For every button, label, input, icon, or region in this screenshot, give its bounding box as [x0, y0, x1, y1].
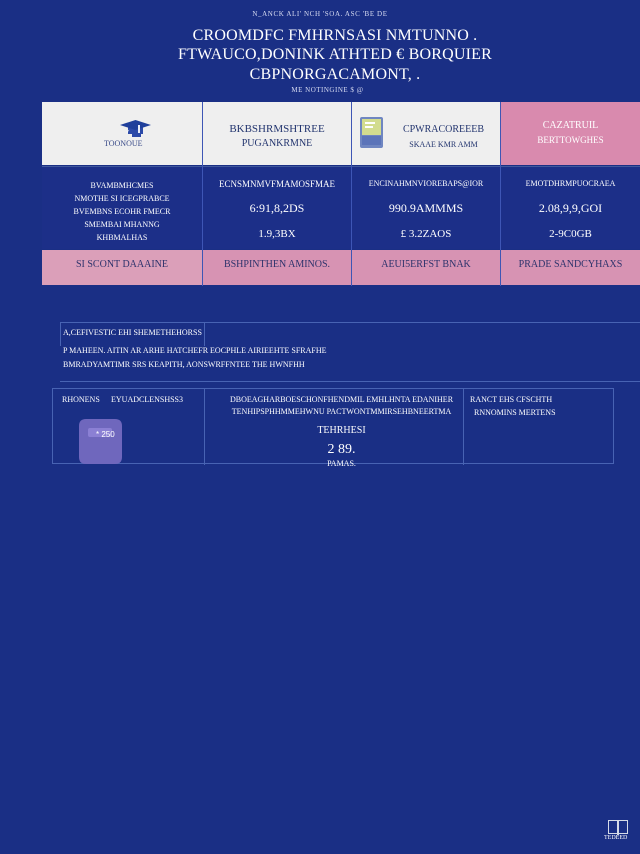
- column-footer-3: AEUI5ERFST BNAK: [352, 250, 500, 285]
- note-panel: [60, 322, 640, 382]
- column-header-2: [203, 102, 351, 165]
- graduation-cap-icon: [120, 120, 151, 138]
- body-1-line-3: BVEMBNS ECOHR FMECR: [73, 207, 171, 216]
- column-body-1: [42, 166, 202, 249]
- column-header-4: [501, 102, 640, 165]
- summary-center-line-1: DBOEAGHARBOESCHONFHENDMIL EMHLHNTA EDANIHER: [229, 395, 454, 404]
- body-4-line-3: 2-9C0GB: [549, 228, 592, 240]
- body-2-line-3: 1.9,3BX: [258, 228, 296, 240]
- summary-left-label-a: RHONENS: [62, 395, 100, 404]
- body-2-line-2: 6:91,8,2DS: [249, 201, 305, 215]
- column-header-1-label: TOONOUE: [104, 139, 143, 148]
- column-divider: [351, 102, 352, 286]
- column-body-2: [203, 166, 351, 249]
- title-line-1: CROOMDFC FMHRNSASI NMTUNNO .: [192, 27, 478, 44]
- body-1-line-2: NMOTHE SI ICEGPRABCE: [74, 194, 170, 203]
- column-header-3: [352, 102, 500, 165]
- title-line-3: CBPNORGACAMONT, .: [249, 66, 421, 83]
- column-header-4-label: CAZATRUIL: [542, 120, 599, 131]
- svg-text:✓: ✓: [126, 129, 131, 135]
- header-subtitle: ME NOTINGINE $ @: [291, 86, 364, 94]
- column-body-3: [352, 166, 500, 249]
- summary-center-value: 2 89.: [327, 442, 356, 457]
- body-3-line-3: £ 3.2ZAOS: [400, 228, 452, 240]
- bottom-book-icon: [606, 819, 630, 849]
- column-footer-4: PRADE SANDCYHAXS: [501, 250, 640, 285]
- body-3-line-1: ENCINAHMNVIOREBAPS@IOR: [368, 179, 484, 188]
- summary-center-title: TEHRHESI: [317, 425, 366, 436]
- column-header-1: [42, 102, 202, 165]
- shield-badge-icon: [78, 417, 123, 465]
- summary-center-line-2: TENHIPSPHHMMEHWNU PACTWONTMMIRSEHBNEERTMA: [231, 407, 452, 416]
- body-1-line-1: BVAMBMHCMES: [90, 181, 154, 190]
- summary-right-label-b: RNNOMINS MERTENS: [474, 408, 556, 417]
- column-footer-2: BSHPINTHEN AMINOS.: [203, 250, 351, 285]
- summary-center-unit: PAMAS.: [327, 459, 356, 468]
- column-header-2-label: BKBSHRMSHTREE: [229, 123, 325, 135]
- bottom-book-caption: TEDEED: [604, 835, 628, 841]
- comparison-table: [42, 102, 640, 286]
- column-divider: [202, 102, 203, 286]
- body-1-line-5: KHBMALHAS: [96, 233, 148, 242]
- book-icon: [360, 117, 383, 148]
- column-header-3-label: CPWRACOREEEB: [402, 124, 485, 135]
- body-4-line-1: EMOTDHRMPUOCRAEA: [525, 179, 616, 188]
- column-divider: [500, 102, 501, 286]
- summary-divider-left: [204, 389, 205, 465]
- page-header: [0, 0, 640, 100]
- summary-left-label-b: EYUADCLENSHSS3: [111, 395, 184, 404]
- summary-right-label-a: RANCT EHS CFSCHTH: [470, 395, 553, 404]
- header-kicker: N_ANCK ALI' NCH 'SOA. ASC 'BE DE: [252, 10, 388, 18]
- body-3-line-2: 990.9AMMMS: [388, 201, 464, 215]
- body-1-line-4: SMEMBAI MHANNG: [84, 220, 160, 229]
- column-body-4: [501, 166, 640, 249]
- column-header-4-sublabel: BERTTOWGHES: [537, 135, 604, 145]
- summary-panel: [52, 388, 628, 841]
- note-line-2: P MAHEEN. AITIN AR ARHE HATCHEFR EOCPHLE AIRIEEHTE SFRAFHE: [63, 346, 327, 355]
- title-line-2: FTWAUCO,DONINK ATHTED € BORQUIER: [178, 46, 492, 63]
- badge-label: * 250: [96, 430, 115, 439]
- note-line-1: A,CEFIVESTIC EHI SHEMETHEHORSS: [63, 328, 202, 337]
- body-2-line-1: ECNSMNMVFMAMOSFMAE: [218, 179, 336, 189]
- column-footer-1: SI SCONT DAAAINE: [42, 250, 202, 285]
- body-4-line-2: 2.08,9,9,GOI: [538, 201, 603, 215]
- column-header-2-sublabel: PUGANKRMNE: [241, 138, 313, 149]
- column-header-3-sublabel: SKAAE KMR AMM: [409, 140, 478, 149]
- note-line-3: BMRADYAMTIMR SRS KEAPITH, AONSWRFFNTEE THE HWNFHH: [63, 360, 305, 369]
